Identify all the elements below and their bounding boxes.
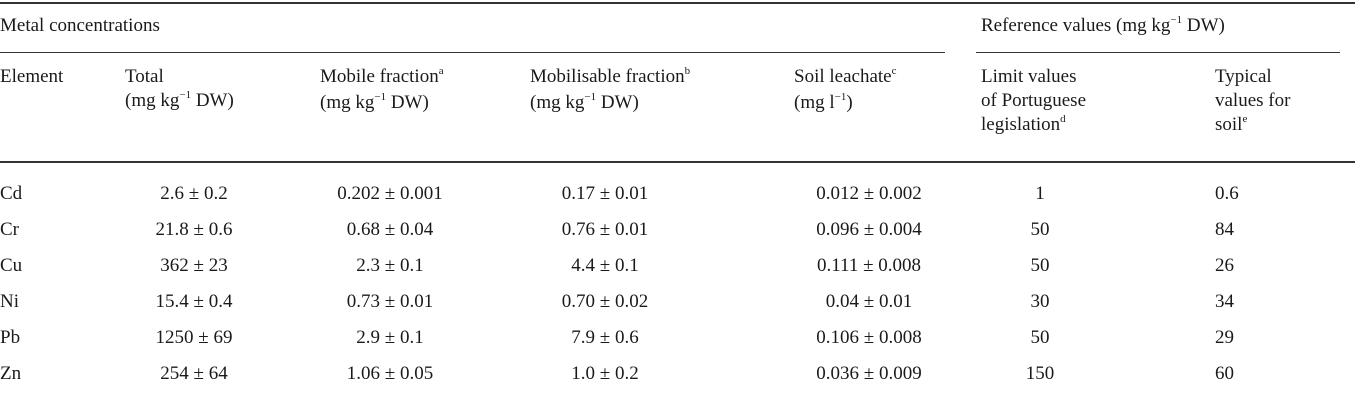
table-cell-mobilisable: 0.76 ± 0.01 xyxy=(561,219,649,240)
table-cell-total: 21.8 ± 0.6 xyxy=(155,219,233,240)
table-cell-element: Pb xyxy=(0,327,21,348)
column-header-leachate: Soil leachate$^c$ (mg $l^{-1}$) xyxy=(794,65,897,113)
column-header-mobile: Mobile fraction$^a$ (mg $kg^{-1}$ DW) xyxy=(320,65,444,113)
table-cell-typical: 84 xyxy=(1215,219,1234,240)
table-cell-leachate: 0.096 ± 0.004 xyxy=(816,219,922,240)
table-cell-limit: 50 xyxy=(1030,219,1050,240)
table-cell-limit: 50 xyxy=(1030,255,1050,276)
table-cell-element: Cu xyxy=(0,255,23,276)
table-cell-total: 362 ± 23 xyxy=(160,255,228,276)
table-cell-element: Cd xyxy=(0,183,23,204)
table-cell-mobilisable: 7.9 ± 0.6 xyxy=(571,327,639,348)
table-cell-total: 2.6 ± 0.2 xyxy=(160,183,228,204)
table-cell-mobile: 2.9 ± 0.1 xyxy=(356,327,424,348)
metal-group-rule xyxy=(0,52,945,53)
group-header-reference: Reference values (mg $kg^{-1}$ DW) xyxy=(981,14,1225,36)
table-cell-mobile: 0.73 ± 0.01 xyxy=(346,291,434,312)
table-cell-mobile: 2.3 ± 0.1 xyxy=(356,255,424,276)
table-cell-leachate: 0.111 ± 0.008 xyxy=(816,255,922,276)
table-cell-limit: 1 xyxy=(1035,183,1045,204)
table-cell-mobile: 0.202 ± 0.001 xyxy=(337,183,443,204)
table-cell-total: 15.4 ± 0.4 xyxy=(155,291,233,312)
group-header-metal: Metal concentrations xyxy=(0,15,160,36)
table-cell-typical: 0.6 xyxy=(1215,183,1239,204)
table-cell-mobilisable: 1.0 ± 0.2 xyxy=(571,363,639,384)
table-cell-mobilisable: 4.4 ± 0.1 xyxy=(571,255,639,276)
header-bottom-rule xyxy=(0,161,1355,163)
table-cell-limit: 50 xyxy=(1030,327,1050,348)
table-cell-typical: 60 xyxy=(1215,363,1234,384)
table-cell-leachate: 0.012 ± 0.002 xyxy=(816,183,922,204)
table-cell-element: Ni xyxy=(0,291,19,312)
table-cell-element: Cr xyxy=(0,219,19,240)
table-cell-mobile: 0.68 ± 0.04 xyxy=(346,219,434,240)
table-cell-leachate: 0.04 ± 0.01 xyxy=(825,291,913,312)
table-cell-leachate: 0.036 ± 0.009 xyxy=(816,363,922,384)
reference-group-rule xyxy=(976,52,1340,53)
column-header-typical-values: Typical values for soil$^e$ xyxy=(1215,66,1291,135)
table-cell-limit: 30 xyxy=(1030,291,1050,312)
table-cell-limit: 150 xyxy=(1025,363,1055,384)
table-cell-total: 254 ± 64 xyxy=(160,363,228,384)
column-header-total: Total (mg $kg^{-1}$ DW) xyxy=(125,66,234,111)
table-top-rule xyxy=(0,2,1355,4)
column-header-element: Element xyxy=(0,66,64,87)
table-cell-mobilisable: 0.17 ± 0.01 xyxy=(561,183,649,204)
table-cell-typical: 26 xyxy=(1215,255,1234,276)
table-cell-element: Zn xyxy=(0,363,22,384)
column-header-limit-values: Limit values of Portuguese legislation$^d$ xyxy=(981,66,1087,135)
table-cell-typical: 34 xyxy=(1215,291,1234,312)
table-cell-mobilisable: 0.70 ± 0.02 xyxy=(561,291,649,312)
table-cell-total: 1250 ± 69 xyxy=(155,327,233,348)
column-header-mobilisable: Mobilisable fraction$^b$ (mg $kg^{-1}$ DW) xyxy=(530,65,691,113)
table-cell-typical: 29 xyxy=(1215,327,1234,348)
table-cell-mobile: 1.06 ± 0.05 xyxy=(346,363,434,384)
table-cell-leachate: 0.106 ± 0.008 xyxy=(816,327,922,348)
